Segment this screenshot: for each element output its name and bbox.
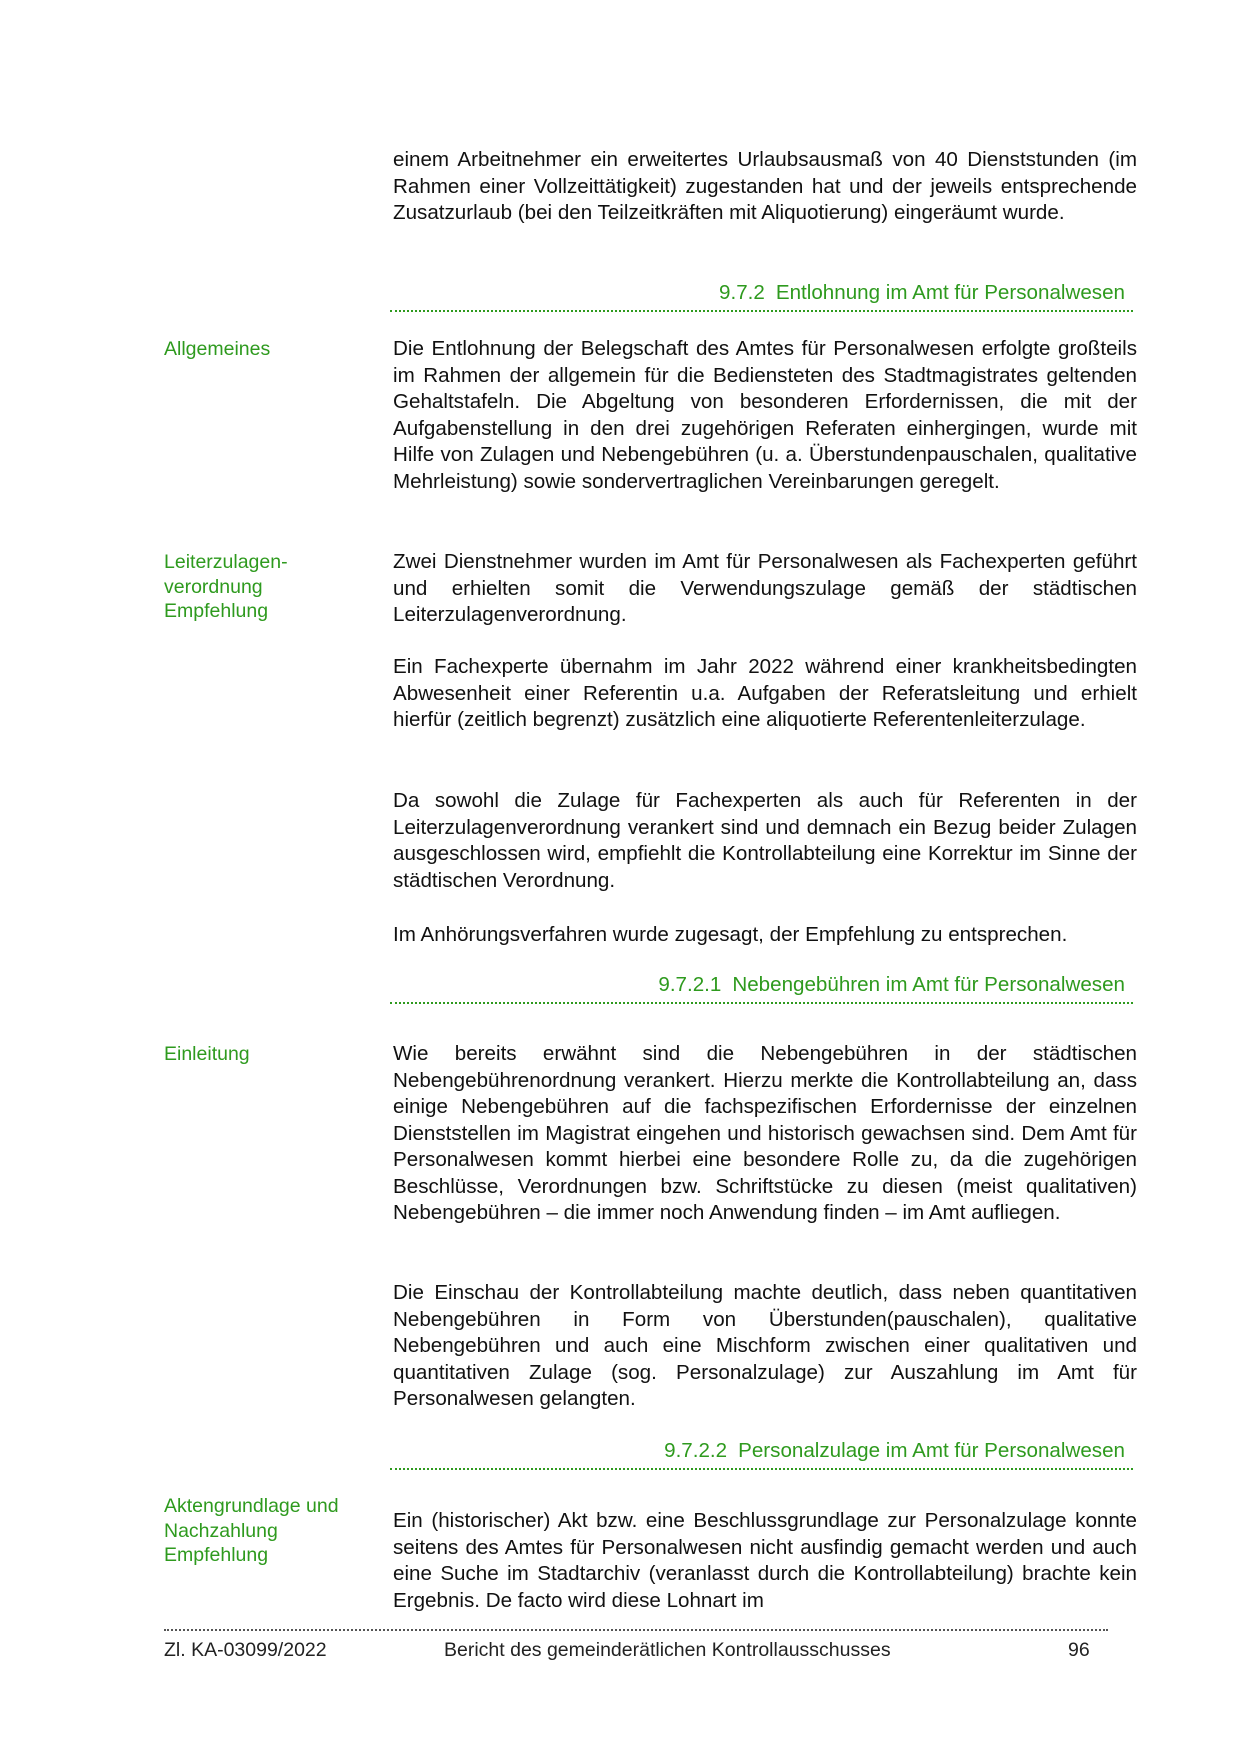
paragraph-einschau: Die Einschau der Kontrollabteilung machte deutlich, dass neben quantitativen Nebengebühren in Form von Überstunden(pauschalen), qualitative Nebengebühren und auch eine Mischform zwischen einer qualitativen und quantitativen Zulage (sog. Personalzulage) zur Auszahlung im Amt für Personalwesen gelangten. — [393, 1281, 1137, 1410]
heading-title: Personalzulage im Amt für Personalwesen — [738, 1439, 1125, 1462]
paragraph-referentenleiterzulage: Ein Fachexperte übernahm im Jahr 2022 während einer krankheitsbedingten Abwesenheit einer Referentin u.a. Aufgaben der Referatsleitung und erhielt hierfür (zeitlich begrenzt) zusätzlich eine aliquotierte Referentenleiterzulage. — [393, 655, 1137, 731]
margin-note-einleitung — [164, 1042, 364, 1067]
paragraph-urlaubsausmass: einem Arbeitnehmer ein erweitertes Urlaubsausmaß von 40 Dienststunden (im Rahmen einer Vollzeittätigkeit) zugestanden hat und der jeweils entsprechende Zusatzurlaub (bei den Teilzeitkräften mit Aliquotierung) eingeräumt wurde. — [393, 148, 1137, 224]
footer-divider — [164, 1629, 1108, 1631]
heading-title: Nebengebühren im Amt für Personalwesen — [732, 973, 1125, 996]
paragraph-entlohnung: Die Entlohnung der Belegschaft des Amtes für Personalwesen erfolgte großteils im Rahmen der allgemein für die Bediensteten des Stadtmagistrates geltenden Gehaltstafeln. Die Abgeltung von besonderen Erfordernissen, die mit der Aufgabenstellung in den drei zugehörigen Referaten einhergingen, wurde mit Hilfe von Zulagen und Nebengebühren (u. a. Überstundenpauschalen, qualitative Mehrleistung) sowie sondervertraglichen Vereinbarungen geregelt. — [393, 337, 1137, 493]
heading-number: 9.7.2.2 — [664, 1439, 728, 1462]
paragraph-nebengebuehren: Wie bereits erwähnt sind die Nebengebühren in der städtischen Nebengebührenordnung verankert. Hierzu merkte die Kontrollabteilung an, dass einige Nebengebühren auf die fachspezifischen Erfordernisse der einzelnen Dienststellen im Magistrat eingehen und historisch gewachsen sind. Dem Amt für Personalwesen kommt hierbei eine besondere Rolle zu, da die zugehörigen Beschlüsse, Verordnungen bzw. Schriftstücke zu diesen (meist qualitativen) Nebengebühren – die immer noch Anwendung finden – im Amt aufliegen. — [393, 1042, 1137, 1224]
margin-note-line: Leiterzulagen- — [164, 551, 288, 573]
footer-page-number: 96 — [1068, 1639, 1090, 1661]
footer-report-title: Bericht des gemeinderätlichen Kontrollausschusses — [444, 1639, 891, 1661]
margin-note-line: Aktengrundlage und — [164, 1495, 339, 1517]
margin-note-aktengrundlage — [164, 1494, 364, 1568]
margin-note-line: Allgemeines — [164, 338, 271, 360]
section-heading-9-7-2-2 — [390, 1438, 1133, 1470]
margin-note-leiterzulagen — [164, 550, 364, 624]
footer-reference: Zl. KA-03099/2022 — [164, 1639, 327, 1661]
paragraph-anhoerungsverfahren: Im Anhörungsverfahren wurde zugesagt, der Empfehlung zu entsprechen. — [393, 923, 1068, 946]
margin-note-line: Empfehlung — [164, 1544, 269, 1566]
margin-note-line: Empfehlung — [164, 600, 269, 622]
paragraph-personalzulage: Ein (historischer) Akt bzw. eine Beschlussgrundlage zur Personalzulage konnte seitens des Amtes für Personalwesen nicht ausfindig gemacht werden und auch eine Suche im Stadtarchiv (veranlasst durch die Kontrollabteilung) brachte kein Ergebnis. De facto wird diese Lohnart im — [393, 1509, 1137, 1612]
paragraph-fachexperten: Zwei Dienstnehmer wurden im Amt für Personalwesen als Fachexperten geführt und erhielten somit die Verwendungszulage gemäß der städtischen Leiterzulagenverordnung. — [393, 550, 1137, 626]
margin-note-line: Einleitung — [164, 1043, 250, 1065]
heading-number: 9.7.2 — [719, 281, 765, 304]
heading-title: Entlohnung im Amt für Personalwesen — [775, 281, 1125, 304]
paragraph-empfehlung-korrektur: Da sowohl die Zulage für Fachexperten als auch für Referenten in der Leiterzulagenverordnung verankert sind und demnach ein Bezug beider Zulagen ausgeschlossen wird, empfiehlt die Kontrollabteilung eine Korrektur im Sinne der städtischen Verordnung. — [393, 789, 1137, 892]
heading-number: 9.7.2.1 — [658, 973, 722, 996]
section-heading-9-7-2-1 — [390, 972, 1133, 1004]
margin-note-line: Nachzahlung — [164, 1519, 278, 1542]
section-heading-9-7-2 — [390, 280, 1133, 312]
margin-note-line: verordnung — [164, 575, 263, 598]
margin-note-allgemeines — [164, 337, 364, 362]
